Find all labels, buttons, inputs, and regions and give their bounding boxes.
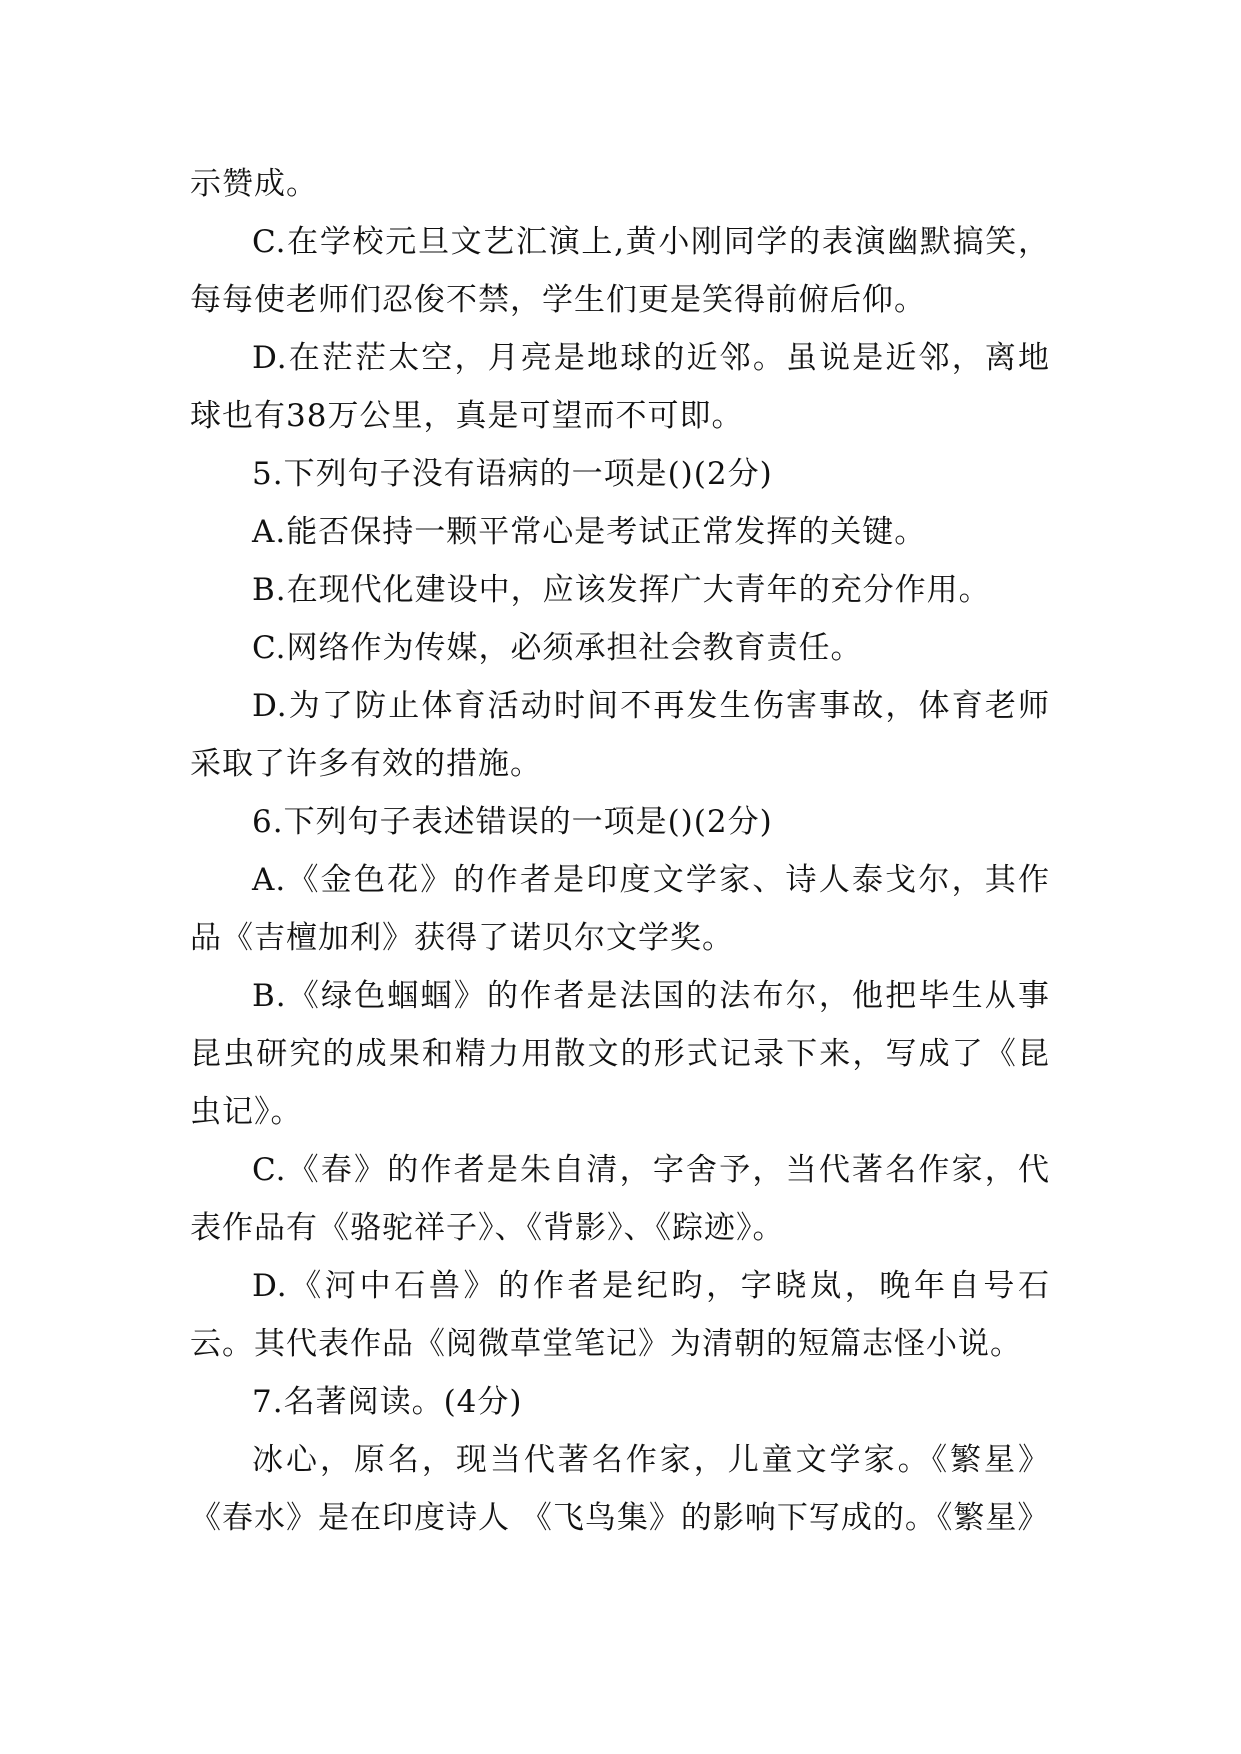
option-b-q6: B.《绿色蝈蝈》的作者是法国的法布尔，他把毕生从事昆虫研究的成果和精力用散文的形式记录下来，写成了《昆虫记》。 bbox=[190, 978, 1050, 1130]
question-6: 6.下列句子表述错误的一项是()(2分) bbox=[252, 804, 773, 840]
option-b-q5: B.在现代化建设中，应该发挥广大青年的充分作用。 bbox=[252, 572, 991, 608]
option-d-q4: D.在茫茫太空，月亮是地球的近邻。虽说是近邻，离地球也有38万公里，真是可望而不可即。 bbox=[190, 340, 1050, 434]
question-5: 5.下列句子没有语病的一项是()(2分) bbox=[252, 456, 773, 492]
option-d-q5: D.为了防止体育活动时间不再发生伤害事故，体育老师采取了许多有效的措施。 bbox=[190, 688, 1050, 782]
paragraph-continuation: 示赞成。 bbox=[190, 166, 318, 202]
question-7: 7.名著阅读。(4分) bbox=[252, 1384, 523, 1420]
question-7-passage: 冰心，原名，现当代著名作家，儿童文学家。《繁星》《春水》是在印度诗人 《飞鸟集》的影响下写成的。《繁星》 bbox=[190, 1442, 1050, 1536]
option-a-q5: A.能否保持一颗平常心是考试正常发挥的关键。 bbox=[252, 514, 927, 550]
option-c-q6: C.《春》的作者是朱自清，字舍予，当代著名作家，代表作品有《骆驼祥子》、《背影》、《踪迹》。 bbox=[190, 1152, 1050, 1246]
option-a-q6: A.《金色花》的作者是印度文学家、诗人泰戈尔，其作品《吉檀加利》获得了诺贝尔文学奖。 bbox=[190, 862, 1050, 956]
option-c-q4: C.在学校元旦文艺汇演上,黄小刚同学的表演幽默搞笑，每每使老师们忍俊不禁，学生们更是笑得前俯后仰。 bbox=[190, 224, 1050, 318]
option-d-q6: D.《河中石兽》的作者是纪昀，字晓岚，晚年自号石云。其代表作品《阅微草堂笔记》为清朝的短篇志怪小说。 bbox=[190, 1268, 1050, 1362]
option-c-q5: C.网络作为传媒，必须承担社会教育责任。 bbox=[252, 630, 863, 666]
document-body bbox=[190, 155, 1050, 1547]
